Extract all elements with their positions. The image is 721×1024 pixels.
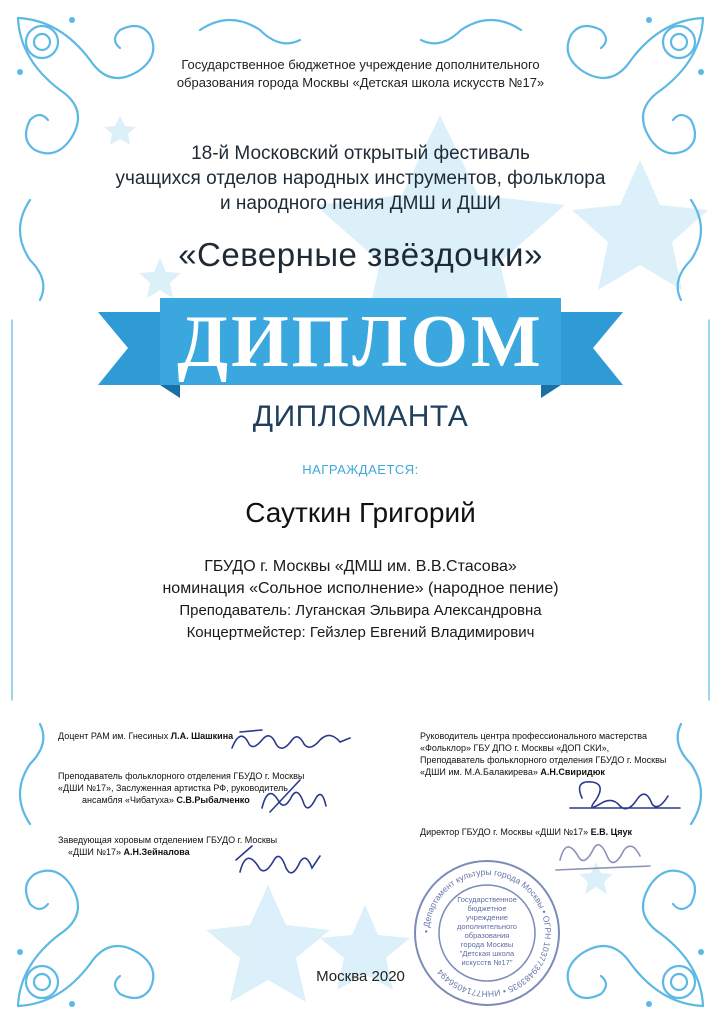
recipient-name: Сауткин Григорий bbox=[245, 497, 476, 528]
signatory-title-line-1: Заведующая хоровым отделением ГБУДО г. Москвы bbox=[58, 835, 278, 845]
stamp-line: Государственное bbox=[457, 895, 517, 904]
stamp-line: образования bbox=[464, 931, 510, 940]
signatory-title-line-3: ансамбля «Чибатуха» bbox=[82, 795, 174, 805]
stamp-line: "Детская школа bbox=[459, 949, 515, 958]
signature-sviridyuk bbox=[570, 782, 680, 809]
stamp-line: учреждение bbox=[466, 913, 508, 922]
accompanist-line: Концертмейстер: Гейзлер Евгений Владимирович bbox=[186, 624, 535, 641]
stamp-line: искусств №17" bbox=[461, 958, 513, 967]
organization-line-1: Государственное бюджетное учреждение дополнительного bbox=[181, 57, 540, 72]
signatory-title: Доцент РАМ им. Гнесиных bbox=[58, 731, 169, 741]
awarded-label: НАГРАЖДАЕТСЯ: bbox=[302, 462, 419, 477]
festival-description bbox=[0, 141, 721, 216]
festival-line-2: учащихся отделов народных инструментов, фольклора bbox=[115, 168, 606, 189]
festival-line-3: и народного пения ДМШ и ДШИ bbox=[220, 193, 501, 214]
signature-block-rybalchenko bbox=[58, 770, 304, 806]
stamp-ring-text: • Департамент культуры города Москвы • ОГРН 1037739483935 • ИНН7714056494 bbox=[420, 866, 554, 1000]
signatory-title-line-3: Преподаватель фольклорного отделения ГБУДО г. Москвы bbox=[420, 755, 667, 765]
teacher-line: Преподаватель: Луганская Эльвира Александровна bbox=[179, 602, 542, 619]
diploma-title: ДИПЛОМ bbox=[177, 301, 544, 383]
school-line: ГБУДО г. Москвы «ДМШ им. В.В.Стасова» bbox=[204, 558, 517, 575]
signatory-title-line-2: «Фольклор» ГБУ ДПО г. Москвы «ДОП СКИ», bbox=[420, 743, 610, 753]
signature-tsyauk bbox=[556, 845, 650, 870]
signature-block-zeynalova bbox=[58, 834, 277, 858]
signatory-title-line-1: Преподаватель фольклорного отделения ГБУДО г. Москвы bbox=[58, 771, 305, 781]
stamp-line: бюджетное bbox=[467, 904, 507, 913]
recipient-details bbox=[0, 556, 721, 644]
festival-title: «Северные звёздочки» bbox=[178, 236, 543, 273]
official-stamp bbox=[412, 858, 562, 1008]
diploma-degree: ДИПЛОМАНТА bbox=[252, 400, 469, 433]
signatory-title-line-4-wrap bbox=[420, 766, 666, 778]
festival-line-1: 18-й Московский открытый фестиваль bbox=[191, 143, 530, 164]
signatory-title-line-1: Руководитель центра профессионального мастерства bbox=[420, 731, 647, 741]
organization-header bbox=[0, 56, 721, 92]
signature-block-sviridyuk bbox=[420, 730, 666, 778]
organization-line-2: образования города Москвы «Детская школа искусств №17» bbox=[176, 75, 545, 90]
signatory-title-line-2: «ДШИ №17», Заслуженная артистка РФ, руководитель bbox=[58, 783, 288, 793]
signatory-title: Директор ГБУДО г. Москвы «ДШИ №17» bbox=[420, 827, 589, 837]
signatory-name: С.В.Рыбалченко bbox=[176, 795, 250, 805]
signatory-title-line-3-wrap bbox=[58, 794, 304, 806]
signature-block-tsyauk bbox=[420, 826, 632, 838]
stamp-center-text bbox=[457, 895, 517, 967]
signature-shashkina bbox=[232, 730, 350, 748]
stamp-line: города Москвы bbox=[460, 940, 514, 949]
signatory-name: А.Н.Свиридюк bbox=[540, 767, 605, 777]
signatory-title-line-2: «ДШИ №17» bbox=[68, 847, 121, 857]
signatory-title-line-2-wrap bbox=[58, 846, 277, 858]
stamp-line: дополнительного bbox=[457, 922, 517, 931]
signatory-title-line-4: «ДШИ им. М.А.Балакирева» bbox=[420, 767, 538, 777]
signatory-name: А.Н.Зейналова bbox=[123, 847, 190, 857]
signatory-name: Е.В. Цяук bbox=[590, 827, 633, 837]
city-year: Москва 2020 bbox=[316, 968, 405, 985]
signatory-name: Л.А. Шашкина bbox=[170, 731, 234, 741]
nomination-line: номинация «Сольное исполнение» (народное пение) bbox=[162, 580, 559, 597]
star-icon bbox=[579, 862, 613, 894]
signature-block-shashkina bbox=[58, 730, 233, 742]
